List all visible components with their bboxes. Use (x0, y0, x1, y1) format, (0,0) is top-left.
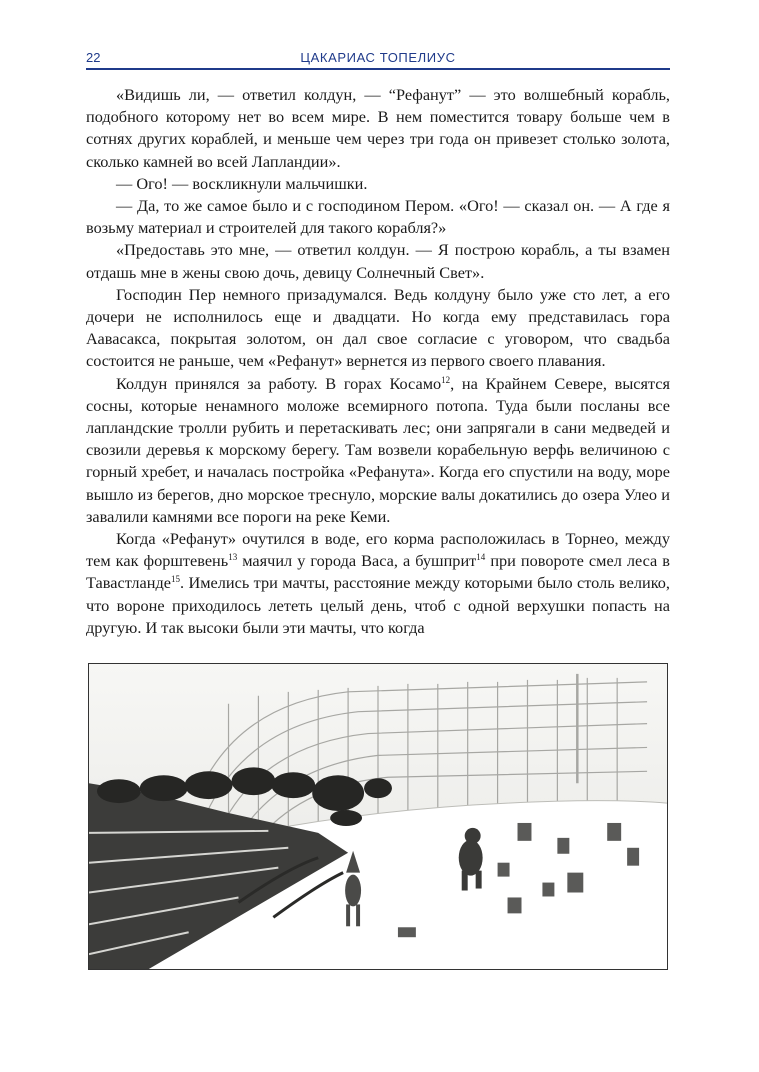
paragraph (86, 528, 670, 639)
paragraph-text: Колдун принялся за работу. В горах Косамо (116, 373, 442, 393)
paragraph-text: Когда «Рефанут» очутился в воде, его корма расположилась в Торнео, между тем как форштевень (86, 529, 670, 571)
paragraph (86, 284, 670, 373)
paragraph-text: , на Крайнем Севере, высятся сосны, которые ненамного моложе всемирного потопа. Туда были посланы все лапландские тролли рубить и перетаскивать лес; они запрягали в сани медведей и свозили деревья к морскому берегу. Там возвели корабельную верфь величиною с горный хребет, и началась постройка «Рефанута». Когда его спустили на воду, море вышло из берегов, дно морское треснуло, морские валы докатились до озера Улео и завалили камнями все пороги на реке Кеми. (86, 373, 671, 526)
paragraph-text: «Видишь ли, — ответил колдун, — “Рефанут” — это волшебный корабль, подобного которому нет во всем мире. В нем поместится товару больше чем в сотнях других кораблей, и меньше чем через три года он привезет столько золота, сколько камней во всей Лапландии». (86, 85, 670, 171)
paragraph-text: — Ого! — воскликнули мальчишки. (116, 173, 368, 193)
paragraph-text: «Предоставь это мне, — ответил колдун. — Я построю корабль, а ты взамен отдашь мне в жены свою дочь, девицу Солнечный Свет». (86, 240, 670, 282)
page-number: 22 (86, 50, 101, 65)
paragraph-text: — Да, то же самое было и с господином Пером. «Ого! — сказал он. — А где я возьму материал и строителей для такого корабля?» (86, 196, 670, 238)
paragraph (86, 373, 670, 528)
illustration-shipyard (88, 663, 668, 970)
paragraph (86, 84, 670, 173)
footnote-ref: 14 (476, 552, 486, 563)
paragraph-text: . Имелись три мачты, расстояние между которыми было столь велико, что вороне приходилось лететь целый день, чтоб с одной верхушки попасть на другую. И так высоки были эти мачты, что когда (86, 573, 670, 637)
footnote-ref: 13 (228, 552, 238, 563)
paragraph (86, 173, 670, 195)
paragraph-text: маячил у города Васа, а бушприт (237, 551, 477, 571)
running-title: ЦАКАРИАС ТОПЕЛИУС (300, 50, 456, 65)
footnote-ref: 15 (170, 574, 180, 585)
footnote-ref: 12 (441, 374, 451, 385)
paragraph (86, 239, 670, 283)
running-header (86, 48, 670, 70)
paragraph-text: при повороте смел леса в Тавастланде (86, 551, 670, 593)
illustration-drawing (89, 664, 667, 969)
body-text (86, 84, 670, 639)
paragraph-text: Господин Пер немного призадумался. Ведь колдуну было уже сто лет, а его дочери не исполнилось еще и двадцати. Но когда ему представилась гора Аавасакса, покрытая золотом, он дал свое согласие с уговором, что свадьба состоится не раньше, чем «Рефанут» вернется из первого своего плавания. (86, 284, 670, 371)
paragraph (86, 195, 670, 239)
